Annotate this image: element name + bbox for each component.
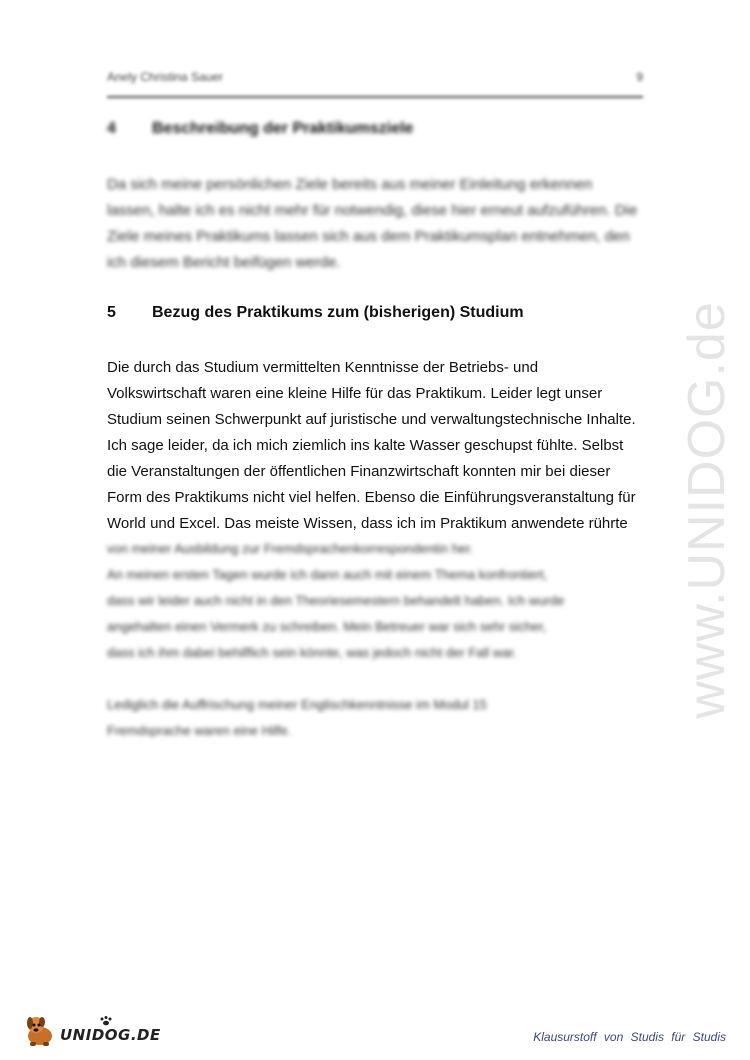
text-line: dass ich ihm dabei behilflich sein könnte, was jedoch nicht der Fall war. (107, 645, 517, 660)
text-line: Form des Praktikums nicht viel helfen. Ebenso die Einführungsveranstaltung für (107, 489, 636, 506)
logo-text: UNIDOG.DE (60, 1026, 161, 1044)
text-line: ich diesem Bericht beifügen werde. (107, 254, 341, 271)
text-line: Da sich meine persönlichen Ziele bereits aus meiner Einleitung erkennen (107, 176, 593, 193)
dog-mascot-icon (22, 1014, 58, 1048)
text-line: Volkswirtschaft waren eine kleine Hilfe für das Praktikum. Leider legt unser (107, 385, 603, 402)
text-line: von meiner Ausbildung zur Fremdsprachenkorrespondentin her. (107, 541, 474, 556)
text-line: Lediglich die Auffrischung meiner Englischkenntnisse im Modul 15 (107, 697, 487, 712)
text-line: Fremdsprache waren eine Hilfe. (107, 723, 292, 738)
text-line: die Veranstaltungen der öffentlichen Finanzwirtschaft konnten mir bei dieser (107, 463, 611, 480)
unidog-logo[interactable] (22, 1012, 182, 1052)
header-author: Anely Christina Sauer (107, 70, 224, 84)
section-4-title: Beschreibung der Praktikumsziele (152, 120, 414, 137)
text-line: dass wir leider auch nicht in den Theoriesemestern behandelt haben. Ich wurde (107, 593, 565, 608)
text-line: lassen, halte ich es nicht mehr für notwendig, diese hier erneut aufzuführen. Die (107, 202, 638, 219)
text-line: Ziele meines Praktikums lassen sich aus dem Praktikumsplan entnehmen, den (107, 228, 630, 245)
section-4-number: 4 (107, 120, 116, 137)
text-line: World und Excel. Das meiste Wissen, dass ich im Praktikum anwendete rührte (107, 515, 628, 532)
paw-icon (100, 1016, 112, 1026)
page-header (107, 66, 643, 98)
text-line: Ich sage leider, da ich mich ziemlich ins kalte Wasser geschupst fühlte. Selbst (107, 437, 624, 454)
section-5-title: Bezug des Praktikums zum (bisherigen) Studium (152, 304, 524, 321)
header-page-number: 9 (636, 70, 643, 84)
text-line: angehalten einen Vermerk zu schreiben. Mein Betreuer war sich sehr sicher, (107, 619, 547, 634)
footer-tagline: Klausurstoff von Studis für Studis (533, 1030, 726, 1044)
section-5-number: 5 (107, 304, 116, 321)
text-line: An meinen ersten Tagen wurde ich dann auch mit einem Thema konfrontiert, (107, 567, 548, 582)
text-line: Studium seinen Schwerpunkt auf juristische und verwaltungstechnische Inhalte. (107, 411, 636, 428)
text-line: Die durch das Studium vermittelten Kenntnisse der Betriebs- und (107, 359, 539, 376)
watermark: www.UNIDOG.de (678, 301, 736, 719)
